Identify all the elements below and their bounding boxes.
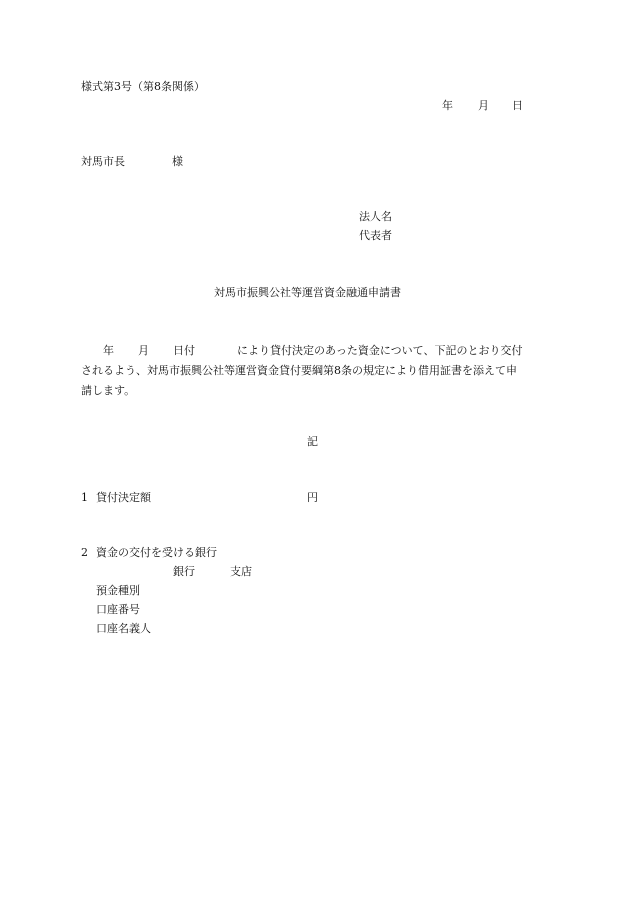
corp-name-label: 法人名 bbox=[359, 210, 392, 223]
item-2-label: 資金の交付を受ける銀行 bbox=[96, 546, 217, 559]
date-month-label: 月 bbox=[478, 99, 489, 112]
addressee-name: 対馬市長 bbox=[81, 155, 125, 168]
body-day-ref: 日付 bbox=[173, 344, 195, 357]
representative-label: 代表者 bbox=[359, 229, 392, 242]
body-line3: 請します。 bbox=[81, 384, 136, 397]
addressee-suffix: 様 bbox=[172, 155, 183, 168]
date-year-label: 年 bbox=[442, 99, 453, 112]
body-line1: により貸付決定のあった資金について、下記のとおり交付 bbox=[237, 344, 523, 357]
account-type-label: 預金種別 bbox=[96, 584, 140, 597]
item-2-number: 2 bbox=[81, 546, 88, 559]
body-month: 月 bbox=[138, 344, 149, 357]
body-paragraph bbox=[81, 341, 551, 401]
item-1-number: 1 bbox=[81, 491, 88, 504]
body-line2: されるよう、対馬市振興公社等運営資金貸付要綱第8条の規定により借用証書を添えて申 bbox=[81, 364, 517, 377]
account-number-label: 口座番号 bbox=[96, 603, 140, 616]
date-day-label: 日 bbox=[512, 99, 523, 112]
branch-label: 支店 bbox=[230, 565, 252, 578]
account-holder-label: 口座名義人 bbox=[96, 622, 151, 635]
item-1-label: 貸付決定額 bbox=[96, 491, 151, 504]
document-title: 対馬市振興公社等運営資金融通申請書 bbox=[214, 286, 401, 299]
form-number: 様式第3号（第8条関係） bbox=[81, 80, 205, 93]
body-year: 年 bbox=[103, 344, 114, 357]
ki-heading: 記 bbox=[307, 435, 318, 448]
bank-label: 銀行 bbox=[173, 565, 195, 578]
item-1-unit: 円 bbox=[307, 491, 318, 504]
